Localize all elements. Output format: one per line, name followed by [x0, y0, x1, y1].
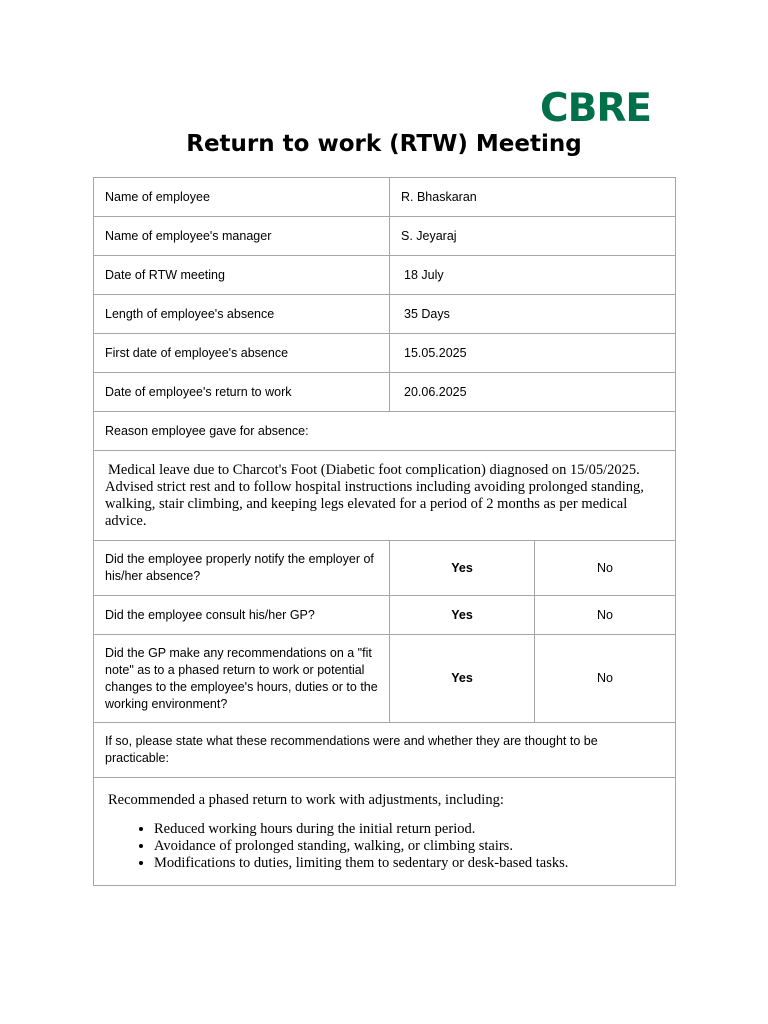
- table-row: [94, 295, 676, 334]
- recommendations-cell: [94, 778, 676, 886]
- field-label: First date of employee's absence: [94, 334, 390, 373]
- list-item: • Avoidance of prolonged standing, walking, or climbing stairs.: [154, 838, 664, 855]
- question-text: Did the employee consult his/her GP?: [94, 596, 390, 635]
- table-row: [94, 217, 676, 256]
- recommendations-intro: Recommended a phased return to work with adjustments, including:: [108, 791, 504, 808]
- rtw-form-table: [93, 177, 676, 886]
- answer-no: No: [535, 596, 676, 635]
- cbre-logo: CBRE: [540, 86, 652, 131]
- table-row: [94, 451, 676, 541]
- table-row: [94, 635, 676, 723]
- question-text: Did the GP make any recommendations on a "fit note" as to a phased return to work or potential changes to the employee's hours, duties or to the working environment?: [94, 635, 390, 723]
- list-item: • Reduced working hours during the initial return period.: [154, 821, 664, 838]
- table-row: [94, 412, 676, 451]
- field-value: S. Jeyaraj: [390, 217, 676, 256]
- question-text: Did the employee properly notify the employer of his/her absence?: [94, 541, 390, 596]
- table-row: [94, 541, 676, 596]
- reason-label: Reason employee gave for absence:: [94, 412, 676, 451]
- table-row: [94, 723, 676, 778]
- field-label: Name of employee's manager: [94, 217, 390, 256]
- answer-yes: Yes: [390, 635, 535, 723]
- field-label: Date of RTW meeting: [94, 256, 390, 295]
- answer-yes: Yes: [390, 541, 535, 596]
- answer-yes: Yes: [390, 596, 535, 635]
- field-value: 15.05.2025: [390, 334, 676, 373]
- answer-no: No: [535, 541, 676, 596]
- reason-text: Medical leave due to Charcot's Foot (Diabetic foot complication) diagnosed on 15/05/2025. Advised strict rest and to follow hospital instructions including avoiding prolonged standing, walking, stair climbing, and keeping legs elevated for a period of 2 months as per medical advice.: [94, 451, 676, 541]
- field-value: 20.06.2025: [390, 373, 676, 412]
- answer-no: No: [535, 635, 676, 723]
- recommendations-label: If so, please state what these recommendations were and whether they are thought to be practicable:: [94, 723, 676, 778]
- table-row: [94, 178, 676, 217]
- table-row: [94, 256, 676, 295]
- table-row: [94, 334, 676, 373]
- table-row: [94, 596, 676, 635]
- field-label: Name of employee: [94, 178, 390, 217]
- table-row: [94, 778, 676, 886]
- field-label: Date of employee's return to work: [94, 373, 390, 412]
- field-value: 18 July: [390, 256, 676, 295]
- field-label: Length of employee's absence: [94, 295, 390, 334]
- table-row: [94, 373, 676, 412]
- field-value: R. Bhaskaran: [390, 178, 676, 217]
- page-title: Return to work (RTW) Meeting: [186, 131, 582, 157]
- field-value: 35 Days: [390, 295, 676, 334]
- list-item: • Modifications to duties, limiting them to sedentary or desk-based tasks.: [154, 855, 664, 872]
- recommendations-list: [108, 821, 664, 872]
